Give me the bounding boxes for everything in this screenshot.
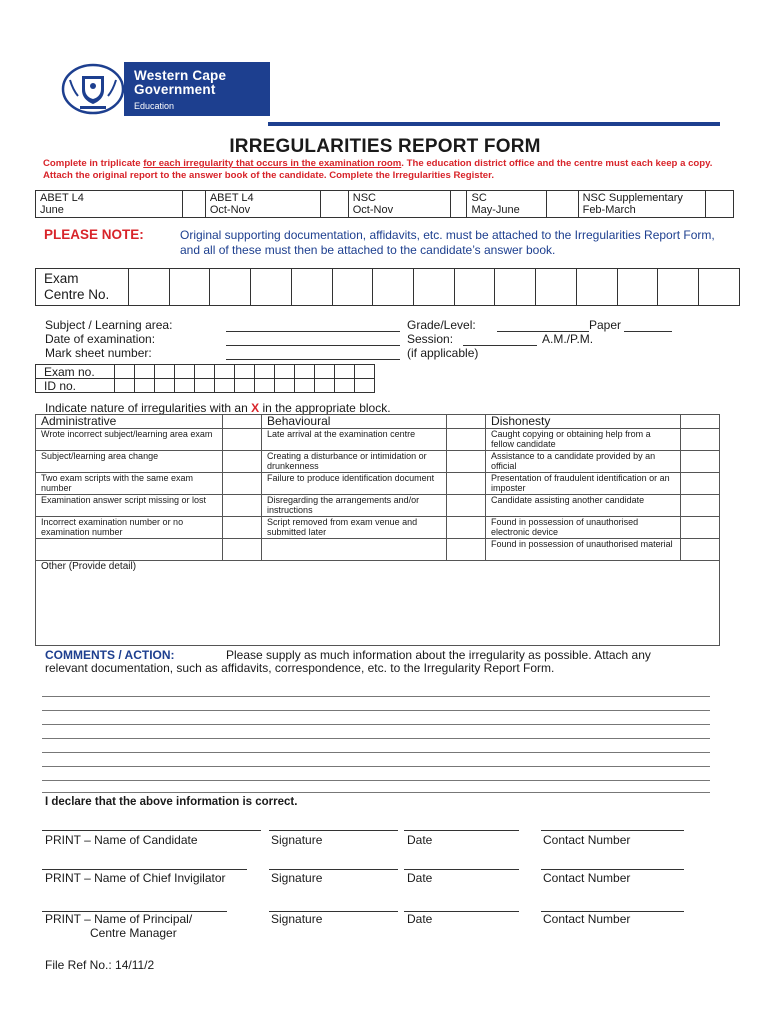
candidate-date-line[interactable] [404, 829, 519, 831]
header-dishonesty: Dishonesty [486, 415, 681, 429]
exam-no-box[interactable] [195, 365, 215, 379]
invigilator-signature-label: Signature [271, 871, 323, 885]
if-applicable-label: (if applicable) [407, 346, 479, 360]
exam-type-abet-june [36, 191, 183, 218]
exam-type-label: Feb-March [582, 204, 636, 216]
page-title: IRREGULARITIES REPORT FORM [229, 136, 541, 157]
centre-digit-box[interactable] [454, 269, 495, 306]
irregularity-item: Disregarding the arrangements and/or instructions [262, 495, 447, 517]
exam-type-nsc-octnov [348, 191, 450, 218]
irregularity-item: Found in possession of unauthorised electronic device [486, 517, 681, 539]
id-no-box[interactable] [295, 379, 315, 393]
intro-part2: . The education district office and the centre must each keep a copy. Attach the original report to the answer book of the candidate. Complete the Irregularities Register. [43, 158, 713, 181]
subject-input[interactable] [226, 330, 400, 332]
irregularity-item: Presentation of fraudulent identification or an imposter [486, 473, 681, 495]
centre-digit-box[interactable] [291, 269, 332, 306]
logo-text-line2: Government [134, 82, 216, 97]
comment-line[interactable] [42, 724, 710, 725]
irregularity-item [262, 539, 447, 561]
centre-digit-box[interactable] [699, 269, 740, 306]
id-no-box[interactable] [275, 379, 295, 393]
other-detail-field[interactable] [36, 561, 720, 646]
exam-type-checkbox[interactable] [183, 191, 205, 218]
exam-type-label: NSC [352, 192, 376, 204]
irregularity-checkbox[interactable] [681, 495, 720, 517]
comments-text-line2: relevant documentation, such as affidavits, correspondence, etc. to the Irregularity Report Form. [45, 661, 555, 675]
irregularities-table [35, 414, 720, 646]
comments-text-line1: Please supply as much information about the irregularity as possible. Attach any [226, 648, 651, 662]
exam-type-label: ABET L4 [40, 192, 84, 204]
exam-no-box[interactable] [175, 365, 195, 379]
invigilator-signature-line[interactable] [269, 868, 398, 870]
exam-type-label: SC [471, 192, 487, 204]
header-spacer [447, 415, 486, 429]
mark-sheet-input[interactable] [226, 358, 400, 360]
comment-line[interactable] [42, 738, 710, 739]
candidate-name-line[interactable] [42, 829, 261, 831]
exam-no-box[interactable] [235, 365, 255, 379]
declaration-text: I declare that the above information is correct. [45, 796, 298, 808]
comment-line[interactable] [42, 766, 710, 767]
id-no-box[interactable] [115, 379, 135, 393]
invigilator-contact-line[interactable] [541, 868, 684, 870]
indicate-x: X [251, 401, 260, 415]
id-no-box[interactable] [335, 379, 355, 393]
candidate-signature-label: Signature [271, 833, 323, 847]
invigilator-name-label: PRINT – Name of Chief Invigilator [45, 871, 226, 885]
candidate-date-label: Date [407, 833, 433, 847]
logo-text-line1: Western Cape [134, 68, 227, 83]
exam-centre-table [35, 268, 740, 306]
exam-date-label: Date of examination: [45, 332, 156, 346]
intro-underlined: for each irregularity that occurs in the examination room [143, 158, 402, 169]
header-administrative: Administrative [36, 415, 223, 429]
centre-label-line1: Exam [44, 271, 79, 286]
invigilator-contact-label: Contact Number [543, 871, 631, 885]
exam-type-abet-octnov [205, 191, 320, 218]
exam-type-checkbox[interactable] [546, 191, 578, 218]
invigilator-name-line[interactable] [42, 868, 247, 870]
irregularity-item: Assistance to a candidate provided by an official [486, 451, 681, 473]
exam-no-box[interactable] [115, 365, 135, 379]
exam-no-box[interactable] [315, 365, 335, 379]
centre-digit-box[interactable] [129, 269, 170, 306]
id-no-box[interactable] [355, 379, 375, 393]
exam-date-input[interactable] [226, 344, 400, 346]
irregularity-item: Creating a disturbance or intimidation or drunkenness [262, 451, 447, 473]
exam-id-table [35, 364, 375, 393]
exam-type-checkbox[interactable] [320, 191, 348, 218]
exam-type-label: ABET L4 [209, 192, 254, 204]
exam-type-label: Oct-Nov [209, 204, 251, 216]
file-ref: File Ref No.: 14/11/2 [45, 958, 155, 972]
irregularity-checkbox[interactable] [223, 539, 262, 561]
irregularity-checkbox[interactable] [223, 517, 262, 539]
session-label: Session: [407, 332, 454, 346]
exam-type-nsc-supp [578, 191, 705, 218]
irregularity-checkbox[interactable] [681, 517, 720, 539]
invigilator-date-label: Date [407, 871, 433, 885]
candidate-name-label: PRINT – Name of Candidate [45, 833, 198, 847]
irregularity-checkbox[interactable] [681, 451, 720, 473]
irregularity-checkbox[interactable] [447, 539, 486, 561]
paper-label: Paper [589, 318, 622, 332]
indicate-instruction [45, 401, 391, 415]
irregularity-item: Late arrival at the examination centre [262, 429, 447, 451]
please-note-text: Original supporting documentation, affidavits, etc. must be attached to the Irregularities Report Form, and all of these must then be attached to the candidate’s answer book. [180, 228, 715, 257]
irregularity-checkbox[interactable] [447, 429, 486, 451]
irregularity-checkbox[interactable] [223, 473, 262, 495]
candidate-contact-label: Contact Number [543, 833, 631, 847]
irregularity-item: Incorrect examination number or no examination number [36, 517, 223, 539]
irregularity-checkbox[interactable] [223, 495, 262, 517]
id-no-box[interactable] [255, 379, 275, 393]
comment-line[interactable] [42, 710, 710, 711]
id-no-box[interactable] [175, 379, 195, 393]
header-spacer [681, 415, 720, 429]
principal-date-label: Date [407, 912, 433, 926]
indicate-after: in the appropriate block. [259, 401, 391, 415]
irregularity-item: Found in possession of unauthorised material [486, 539, 681, 561]
ampm-label: A.M./P.M. [542, 332, 594, 346]
irregularity-checkbox[interactable] [681, 473, 720, 495]
irregularity-item [36, 539, 223, 561]
exam-no-box[interactable] [255, 365, 275, 379]
id-no-box[interactable] [315, 379, 335, 393]
comment-line[interactable] [42, 792, 710, 793]
exam-type-label: June [40, 204, 64, 216]
exam-no-box[interactable] [135, 365, 155, 379]
candidate-contact-line[interactable] [541, 829, 684, 831]
paper-input[interactable] [624, 330, 672, 332]
centre-digit-box[interactable] [332, 269, 373, 306]
centre-label-line2: Centre No. [44, 287, 110, 302]
irregularity-checkbox[interactable] [681, 539, 720, 561]
mark-sheet-label: Mark sheet number: [45, 346, 152, 360]
comment-line[interactable] [42, 780, 710, 781]
id-no-box[interactable] [155, 379, 175, 393]
centre-digit-box[interactable] [536, 269, 577, 306]
irregularity-item: Failure to produce identification document [262, 473, 447, 495]
centre-digit-box[interactable] [169, 269, 210, 306]
irregularity-item: Examination answer script missing or lost [36, 495, 223, 517]
logo-text-line3: Education [134, 101, 175, 111]
header-behavioural: Behavioural [262, 415, 447, 429]
subject-label: Subject / Learning area: [45, 318, 173, 332]
irregularity-checkbox[interactable] [447, 517, 486, 539]
irregularity-item: Wrote incorrect subject/learning area exam [36, 429, 223, 451]
id-no-box[interactable] [215, 379, 235, 393]
centre-digit-box[interactable] [495, 269, 536, 306]
exam-no-box[interactable] [355, 365, 375, 379]
wcg-logo [58, 62, 270, 116]
header-spacer [223, 415, 262, 429]
indicate-before: Indicate nature of irregularities with an [45, 401, 252, 415]
exam-no-box[interactable] [215, 365, 235, 379]
id-no-box[interactable] [195, 379, 215, 393]
id-no-box[interactable] [235, 379, 255, 393]
irregularity-checkbox[interactable] [447, 495, 486, 517]
exam-no-box[interactable] [295, 365, 315, 379]
candidate-signature-line[interactable] [269, 829, 398, 831]
irregularity-checkbox[interactable] [447, 473, 486, 495]
centre-digit-box[interactable] [373, 269, 414, 306]
irregularity-item: Caught copying or obtaining help from a fellow candidate [486, 429, 681, 451]
exam-no-label: Exam no. [36, 365, 115, 379]
irregularity-checkbox[interactable] [223, 429, 262, 451]
centre-digit-box[interactable] [617, 269, 658, 306]
irregularity-item: Two exam scripts with the same exam number [36, 473, 223, 495]
principal-contact-label: Contact Number [543, 912, 631, 926]
exam-type-sc-mayjune [467, 191, 546, 218]
principal-signature-label: Signature [271, 912, 323, 926]
exam-type-checkbox[interactable] [450, 191, 467, 218]
id-no-box[interactable] [135, 379, 155, 393]
exam-no-box[interactable] [335, 365, 355, 379]
irregularity-item: Subject/learning area change [36, 451, 223, 473]
invigilator-date-line[interactable] [404, 868, 519, 870]
centre-digit-box[interactable] [251, 269, 292, 306]
irregularity-checkbox[interactable] [447, 451, 486, 473]
centre-digit-box[interactable] [658, 269, 699, 306]
centre-digit-box[interactable] [210, 269, 251, 306]
principal-name-label: PRINT – Name of Principal/ [45, 912, 193, 926]
irregularity-checkbox[interactable] [223, 451, 262, 473]
centre-digit-box[interactable] [576, 269, 617, 306]
principal-name-label-line2: Centre Manager [90, 926, 177, 940]
centre-digit-box[interactable] [414, 269, 455, 306]
exam-type-label: NSC Supplementary [582, 192, 683, 204]
comment-line[interactable] [42, 696, 710, 697]
exam-centre-label [36, 269, 129, 306]
exam-type-label: May-June [471, 204, 520, 216]
coat-of-arms-icon [58, 62, 124, 116]
id-no-label: ID no. [36, 379, 115, 393]
exam-no-box[interactable] [275, 365, 295, 379]
header-rule [268, 122, 720, 126]
exam-type-table [35, 190, 734, 218]
irregularity-item: Script removed from exam venue and submitted later [262, 517, 447, 539]
irregularity-checkbox[interactable] [681, 429, 720, 451]
irregularity-item: Candidate assisting another candidate [486, 495, 681, 517]
please-note-label: PLEASE NOTE: [44, 227, 144, 242]
grade-label: Grade/Level: [407, 318, 476, 332]
exam-type-label: Oct-Nov [352, 204, 394, 216]
intro-instructions [43, 158, 733, 182]
intro-part1: Complete in triplicate [43, 158, 144, 169]
exam-no-box[interactable] [155, 365, 175, 379]
comments-label: COMMENTS / ACTION: [45, 648, 175, 662]
comment-line[interactable] [42, 752, 710, 753]
other-detail-label: Other (Provide detail) [41, 561, 137, 572]
exam-type-checkbox[interactable] [705, 191, 733, 218]
